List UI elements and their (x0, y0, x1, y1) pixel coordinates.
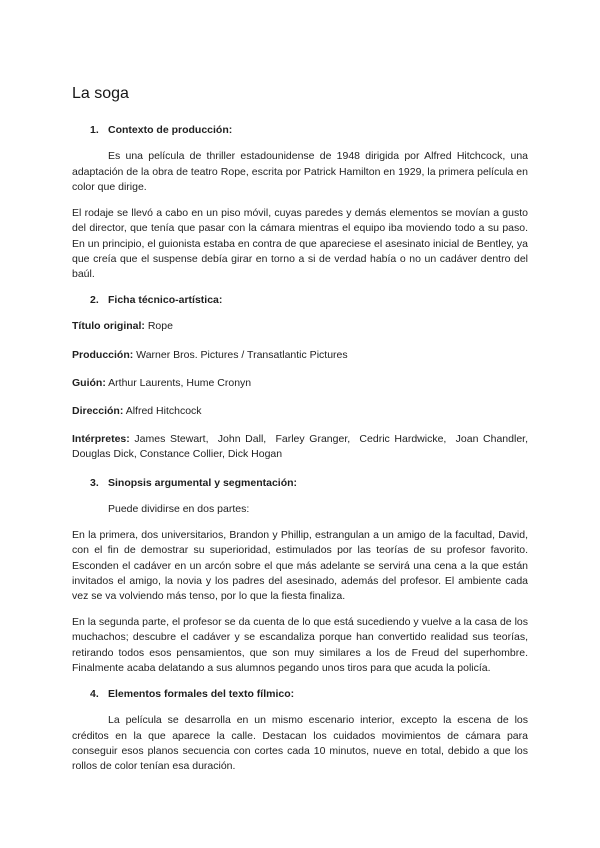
section-heading-elementos (90, 687, 528, 702)
credit-line-produccion (72, 348, 528, 363)
credit-value: James Stewart, John Dall, Farley Granger, Cedric Hardwicke, Joan Chandler, Douglas Dick, Constance Collier, Dick Hogan (72, 433, 531, 461)
section-number: 2. (90, 294, 99, 307)
credit-label: Guión: (72, 376, 106, 389)
section-heading-text: Elementos formales del texto fílmico: (108, 688, 295, 701)
credit-label: Intérpretes: (72, 433, 130, 446)
section-heading-sinopsis (90, 476, 528, 491)
paragraph: El rodaje se llevó a cabo en un piso móvil, cuyas paredes y demás elementos se movían a gusto del director, que tenía que pasar con la cámara mientras el equipo iba moviendo todo a su paso. En un principio, el guionista estaba en contra de que apareciese el asesinato inicial de Bentley, ya que creía que el suspense debía girar en torno a si de verdad había o no un cadáver dentro del baúl. (72, 207, 528, 280)
credit-label: Título original: (72, 320, 145, 333)
paragraph: En la primera, dos universitarios, Brandon y Phillip, estrangulan a un amigo de la facultad, David, con el fin de demostrar su superioridad, estimulados por las teorías de su profesor favorito. Esconden el cadáver en un arcón sobre el que más adelante se servirá una cena a la que están invitados el amigo, la novia y los padres del asesinado, además del profesor. El ambiente cada vez se va volviendo más tenso, por lo que la fiesta finaliza. (72, 529, 528, 602)
section-heading-ficha (90, 293, 528, 308)
paragraph: Es una película de thriller estadounidense de 1948 dirigida por Alfred Hitchcock, una adaptación de la obra de teatro Rope, escrita por Patrick Hamilton en 1929, la primera película en color que dirige. (72, 150, 528, 193)
section-heading-text: Contexto de producción: (108, 124, 233, 137)
credit-value: Arthur Laurents, Hume Cronyn (105, 376, 252, 389)
credit-line-titulo-original (72, 319, 528, 334)
credit-label: Dirección: (72, 405, 124, 418)
credit-line-direccion (72, 404, 528, 419)
paragraph: La película se desarrolla en un mismo escenario interior, excepto la escena de los créditos en la que aparece la calle. Destacan los cuidados movimientos de cámara para conseguir esos planos secuencia con cortes cada 10 minutos, nueve en total, debido a que los rollos de color tenían esa duración. (72, 714, 528, 772)
credit-line-interpretes (72, 432, 531, 462)
section-heading-contexto (90, 123, 528, 138)
credit-value: Rope (144, 320, 173, 333)
section-heading-text: Ficha técnico-artística: (108, 294, 223, 307)
document-title: La soga (72, 85, 129, 102)
section-number: 1. (90, 124, 99, 137)
credit-value: Warner Bros. Pictures / Transatlantic Pictures (133, 348, 348, 361)
credit-value: Alfred Hitchcock (123, 405, 202, 418)
paragraph: Puede dividirse en dos partes: (108, 502, 250, 515)
section-heading-text: Sinopsis argumental y segmentación: (108, 476, 298, 489)
section-number: 3. (90, 476, 99, 489)
credit-line-guion (72, 376, 528, 391)
paragraph: En la segunda parte, el profesor se da cuenta de lo que está sucediendo y vuelve a la casa de los muchachos; descubre el cadáver y se escandaliza porque han convertido realidad sus teorías, retirando todos esos pensamientos, que son muy similares a los de Freud del superhombre. Finalmente acaba delatando a sus alumnos pegando unos tiros para que acuda la policía. (72, 616, 528, 674)
section-number: 4. (90, 688, 99, 701)
credit-label: Producción: (72, 348, 134, 361)
